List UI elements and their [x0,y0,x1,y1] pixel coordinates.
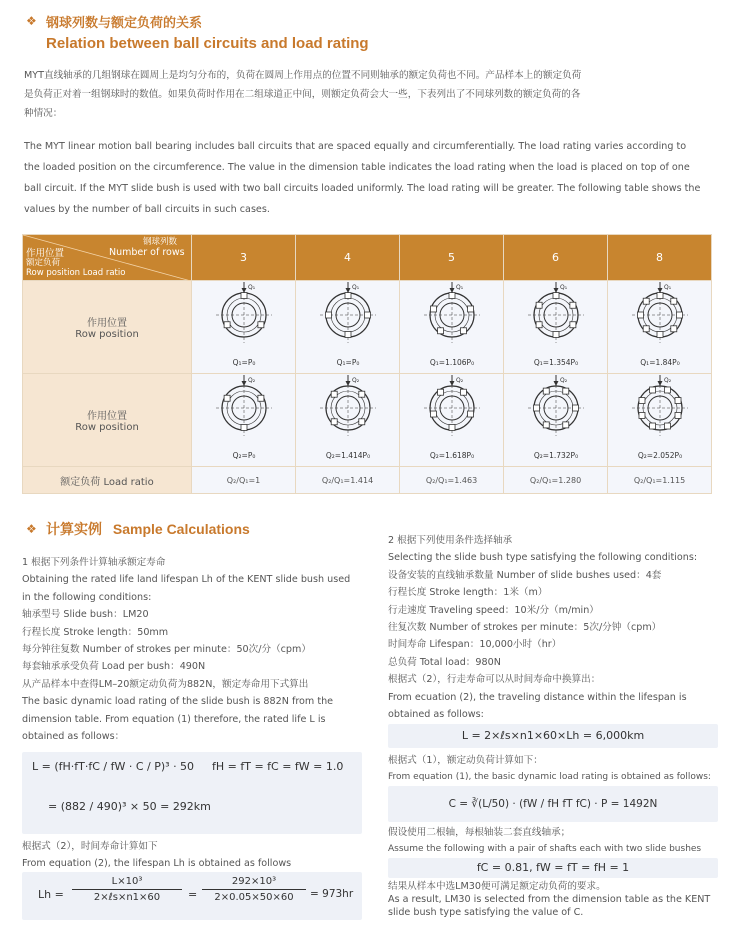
text-line: 设备安装的直线轴承数量 Number of slide bushes used：4套 [388,569,662,581]
fraction-numerator: L×10³ [111,876,143,887]
ball-circuit [553,293,559,299]
ball-circuit [224,395,230,401]
diamond-bullet-icon: ❖ [26,522,37,536]
ball-circuit [664,423,670,429]
dynamic-load-formula: C = ∛(L/50) · (fW / fH fT fC) · P = 1492N [388,786,718,822]
ball-circuit [638,412,644,418]
section-title-en: Relation between ball circuits and load rating [46,35,369,52]
load-label: Q₁ [247,284,255,291]
travel-distance-formula: L = 2×ℓs×n1×60×Lh = 6,000km [388,724,718,748]
bearing-diagram [610,281,710,369]
ball-circuit [675,398,681,404]
row2-cell [192,374,296,467]
intro-cn-line: 是负荷正对着一组钢球时的数值。如果负荷时作用在二组球道正中间，则额定负荷会大一些，下表列出了不同球列数的额定负荷的各 [24,89,581,100]
load-formula: Q₂=P₀ [232,451,255,460]
ball-circuit [562,422,568,428]
ball-circuit [325,312,331,318]
intro-en-line: The MYT linear motion ball bearing includes ball circuits that are spaced equally and circumferentially. The load rating varies according to [24,141,687,152]
bearing-diagram [506,281,606,369]
ball-circuit [675,412,681,418]
ball-circuit [657,332,663,338]
life-formula-2: = (882 / 490)³ × 50 = 292km [48,800,211,813]
intro-cn-line: MYT直线轴承的几组钢球在圆周上是均匀分布的，负荷在圆周上作用点的位置不同则轴承的额定负荷也不同。产品样本上的额定负荷 [24,70,582,81]
text-line: obtained as follows: [388,709,484,721]
text-line: 往复次数 Number of strokes per minute：5次/分钟（cpm） [388,622,662,634]
text-line: From equation (2), the lifespan Lh is obtained as follows [22,858,292,870]
life-formula-box [22,752,362,834]
ball-circuit [543,422,549,428]
row1-cell [400,281,504,374]
ball-circuit [649,387,655,393]
text-line: 从产品样本中查得LM–20额定动负荷为882N，额定寿命用下式算出 [22,678,309,690]
sample-left-text-2 [22,838,362,873]
text-line: From equation (1), the basic dynamic load rating is obtained as follows: [388,772,711,783]
load-arrow-head [553,381,558,386]
row1-label-en: Row position [75,329,139,340]
ball-circuit [224,322,230,328]
load-arrow-head [449,381,454,386]
text-line: dimension table. From equation (1) therefore, the rated life L is [22,713,326,725]
ball-circuit [533,405,539,411]
bearing-diagram [610,374,710,462]
sample-right-text-3 [388,824,728,859]
text-line: 时间寿命 Lifespan：10,000小时（hr） [388,639,562,651]
row1-cell [296,281,400,374]
ball-circuit [664,387,670,393]
text-line: 结果从样本中选LM30便可满足额定动负荷的要求。 [388,881,606,892]
section-title-cn: 钢球列数与额定负荷的关系 [46,16,203,31]
ball-circuit [670,326,676,332]
text-line: Assume the following with a pair of shafts each with two slide bushes [388,844,702,855]
ball-circuit [638,398,644,404]
text-line: Obtaining the rated life land lifespan Lh of the KENT slide bush used [22,574,351,586]
fraction-1 [72,876,182,903]
bearing-diagram [402,374,502,462]
ball-circuit [449,425,455,431]
ball-circuit [637,312,643,318]
text-line: As a result, LM30 is selected from the dimension table as the KENT [388,894,711,905]
ball-circuit [643,326,649,332]
bearing-diagram [194,281,294,369]
row1-cell [192,281,296,374]
load-ratio-cell: Q₂/Q₁=1.280 [504,467,608,494]
text-line: 根据式（2），行走寿命可以从时间寿命中换算出： [388,674,601,686]
ball-circuit [460,328,466,334]
load-label: Q₂ [351,377,359,384]
ball-circuit [331,391,337,397]
ball-circuit [449,293,455,299]
intro-en-line: ball circuit. If the MYT slide bush is used with two ball circuits loaded uniformly. The load rating will be greater. The following table shows the [24,183,701,194]
row2-cell [608,374,712,467]
formula-result: = 973hr [310,888,354,900]
col-header-5: 5 [400,235,504,281]
text-line: 每套轴承承受负荷 Load per bush：490N [22,661,206,673]
bearing-diagram [298,374,398,462]
ball-circuit [437,328,443,334]
ball-circuit [257,322,263,328]
row2-label-cn: 作用位置 [87,411,127,422]
corner-row2-cn: 额定负荷 [26,258,61,268]
text-line: 轴承型号 Slide bush：LM20 [22,609,149,621]
load-formula: Q₂=1.732P₀ [533,451,578,460]
text-line: 行程长度 Stroke length：1米（m） [388,587,548,599]
lifespan-formula-box [22,872,362,920]
row1-cell [608,281,712,374]
text-line: in the following conditions: [22,591,152,603]
intro-en-line: the loaded position on the circumference. The value in the dimension table indicates the load rating when the load is placed on top of one [24,162,690,173]
intro-en [24,136,729,220]
text-line: 根据式（2），时间寿命计算如下 [22,841,158,852]
formula-text: Lh = [38,888,64,901]
load-label: Q₂ [455,377,463,384]
load-formula: Q₁=1.354P₀ [533,358,578,367]
text-line: 假设使用二根轴，每根轴装二套直线轴承； [388,827,571,838]
load-arrow-head [657,381,662,386]
ball-circuit [670,298,676,304]
factor-formula: fC = 0.81, fW = fT = fH = 1 [388,858,718,878]
load-rating-table [22,234,712,494]
text-line: 总负荷 Total load：980N [388,656,501,668]
row2-label [23,374,192,467]
col-header-6: 6 [504,235,608,281]
text-line: obtained as follows： [22,731,125,743]
ball-circuit [676,312,682,318]
load-label: Q₁ [351,284,359,291]
load-formula: Q₂=1.618P₀ [429,451,474,460]
factor-formula: fH = fT = fC = fW = 1.0 [212,760,344,773]
life-formula-1 [32,760,194,773]
sample-title [46,519,250,539]
ball-circuit [430,411,436,417]
text-line: slide bush type satisfying the value of C. [388,907,584,918]
text-line: The basic dynamic load rating of the slide bush is 882N from the [22,696,334,708]
ball-circuit [358,391,364,397]
load-ratio-cell: Q₂/Q₁=1.115 [608,467,712,494]
sample-left-text [22,554,362,745]
fraction-numerator: 292×10³ [231,876,277,887]
row2-cell [400,374,504,467]
bearing-diagram [194,374,294,462]
row1-label [23,281,192,374]
bearing-diagram [298,281,398,369]
load-label: Q₁ [455,284,463,291]
intro-en-line: values by the number of ball circuits in such cases. [24,204,270,215]
load-formula: Q₂=1.414P₀ [325,451,370,460]
sample-title-cn: 计算实例 [46,522,102,538]
text-line: 行走速度 Traveling speed：10米/分（m/min） [388,604,599,616]
fraction-2 [202,876,306,903]
ball-circuit [257,395,263,401]
corner-row-en: Row position Load ratio [26,268,126,278]
diamond-bullet-icon: ❖ [26,14,37,28]
load-formula: Q₁=P₀ [336,358,359,367]
row2-cell [504,374,608,467]
ball-circuit [562,388,568,394]
row2-cell [296,374,400,467]
ball-circuit [536,322,542,328]
col-header-4: 4 [296,235,400,281]
formula-text: (fH·fT·fC / fW · C / P)³ · 50 [54,760,195,773]
ball-circuit [649,423,655,429]
ball-circuit [437,389,443,395]
ball-circuit [569,302,575,308]
load-ratio-label: 额定负荷 Load ratio [23,467,192,494]
row1-cell [504,281,608,374]
ball-circuit [569,322,575,328]
text-line: 1 根据下列条件计算轴承额定寿命 [22,557,166,568]
load-arrow-head [345,381,350,386]
row1-label-cn: 作用位置 [87,318,127,329]
load-formula: Q₂=2.052P₀ [637,451,682,460]
bearing-diagram [402,281,502,369]
table-corner-header [23,235,192,281]
text-line: 根据式（1），额定动负荷计算如下： [388,755,543,766]
text-line: 2 根据下列使用条件选择轴承 [388,535,513,546]
load-label: Q₂ [247,377,255,384]
load-formula: Q₁=1.106P₀ [429,358,474,367]
text-line: From ecuation (2), the traveling distance within the lifespan is [388,691,687,703]
load-ratio-cell: Q₂/Q₁=1.463 [400,467,504,494]
fraction-denominator: 2×0.05×50×60 [202,889,306,903]
corner-top-en: Number of rows [109,247,185,258]
ball-circuit [467,411,473,417]
ball-circuit [241,293,247,299]
ball-circuit [331,419,337,425]
ball-circuit [358,419,364,425]
ball-circuit [572,405,578,411]
ball-circuit [460,389,466,395]
ball-circuit [553,332,559,338]
col-header-3: 3 [192,235,296,281]
ball-circuit [430,306,436,312]
equals-sign: = [188,888,198,901]
load-formula: Q₁=P₀ [232,358,255,367]
load-formula: Q₁=1.84P₀ [639,358,680,367]
ball-circuit [467,306,473,312]
sample-title-en: Sample Calculations [112,521,250,537]
text-line: 行程长度 Stroke length：50mm [22,626,169,638]
bearing-diagram [506,374,606,462]
formula-text: L = [32,760,51,773]
load-label: Q₁ [559,284,567,291]
load-ratio-cell: Q₂/Q₁=1 [192,467,296,494]
load-label: Q₂ [559,377,567,384]
text-line: Selecting the slide bush type satisfying the following conditions: [388,552,698,564]
row2-label-en: Row position [75,422,139,433]
sample-right-text [388,532,728,723]
ball-circuit [536,302,542,308]
text-line: 每分钟往复数 Number of strokes per minute：50次/分（cpm） [22,644,311,656]
sample-right-text-2 [388,752,728,787]
ball-circuit [643,298,649,304]
load-arrow-head [241,381,246,386]
ball-circuit [364,312,370,318]
intro-cn [24,66,729,123]
corner-top-cn: 钢球列数 [143,237,178,247]
ball-circuit [657,293,663,299]
load-label: Q₂ [663,377,671,384]
sample-right-text-4 [388,880,733,919]
ball-circuit [345,293,351,299]
ball-circuit [241,425,247,431]
ball-circuit [543,388,549,394]
intro-cn-line: 种情况： [24,108,63,119]
load-label: Q₁ [663,284,671,291]
corner-row1-cn: 作用位置 [26,248,65,259]
fraction-denominator: 2×ℓs×n1×60 [72,889,182,903]
ball-circuit [345,332,351,338]
col-header-8: 8 [608,235,712,281]
load-ratio-cell: Q₂/Q₁=1.414 [296,467,400,494]
